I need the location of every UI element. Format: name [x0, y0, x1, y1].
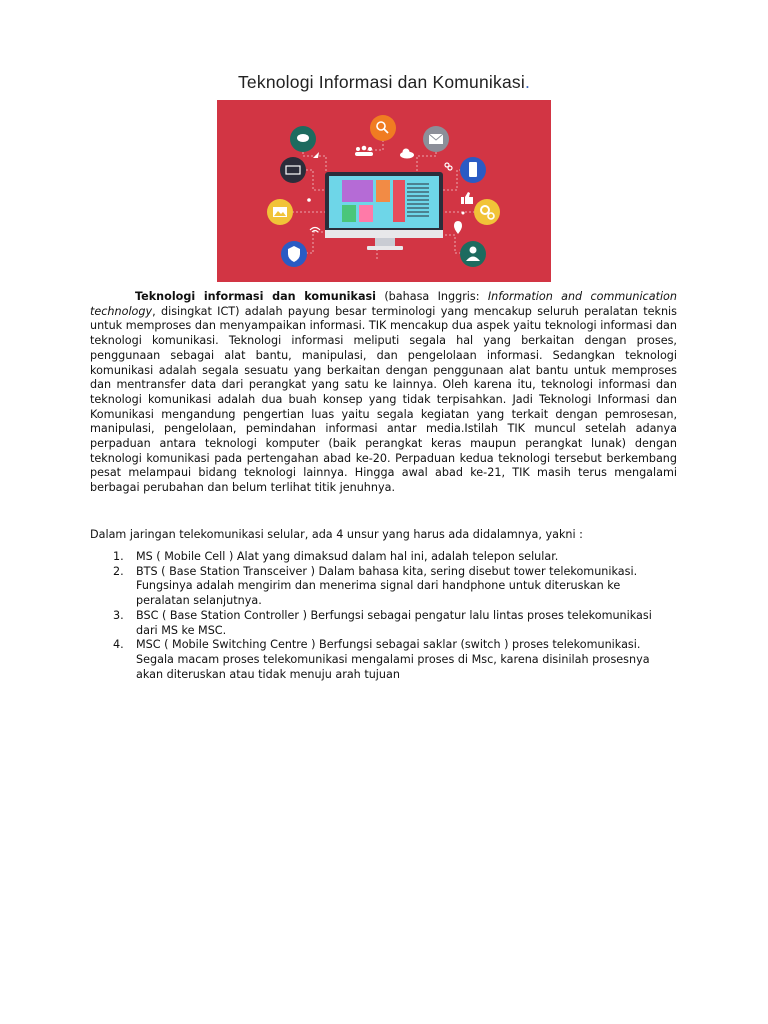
user-icon — [460, 241, 486, 267]
page-title-period: . — [524, 72, 530, 92]
ict-illustration — [217, 100, 551, 282]
list-text: BSC ( Base Station Controller ) Berfungsi sebagai pengatur lalu lintas proses telekomunikasi dari MS ke MSC. — [136, 608, 652, 637]
list-item — [90, 638, 677, 682]
list-number: 2. — [113, 564, 124, 578]
list-number: 1. — [113, 550, 124, 563]
chat-icon — [290, 126, 316, 152]
main-paragraph — [90, 290, 677, 496]
search-icon — [370, 115, 396, 141]
english-term: Information and communication technology — [90, 290, 677, 318]
list-text: MS ( Mobile Cell ) Alat yang dimaksud dalam hal ini, adalah telepon selular. — [136, 550, 559, 563]
list-item — [90, 609, 677, 638]
term-language-note: (bahasa Inggris: — [376, 290, 488, 303]
page-title — [0, 72, 768, 93]
term-bold: Teknologi informasi dan komunikasi — [135, 290, 376, 303]
dot-icon — [462, 212, 465, 215]
mail-icon — [423, 126, 449, 152]
image-icon — [267, 199, 293, 225]
settings-icon — [474, 199, 500, 225]
keyboard-icon — [280, 157, 306, 183]
list-item — [90, 550, 677, 565]
list-item — [90, 565, 677, 609]
page-title-text: Teknologi Informasi dan Komunikasi — [237, 72, 525, 92]
phone-icon — [460, 157, 486, 183]
list-number: 3. — [113, 608, 124, 622]
list-number: 4. — [113, 638, 124, 652]
list-text: BTS ( Base Station Transceiver ) Dalam bahasa kita, sering disebut tower telekomunikasi. Fungsinya adalah mengirim dan menerima signal dari handphone untuk diteruskan ke peralatan selanjutnya. — [136, 564, 638, 608]
numbered-list — [90, 550, 677, 682]
dot-icon — [307, 198, 311, 202]
shield-icon — [281, 241, 307, 267]
list-intro: Dalam jaringan telekomunikasi selular, ada 4 unsur yang harus ada didalamnya, yakni : — [90, 528, 583, 541]
paragraph-body: , disingkat ICT) adalah payung besar terminologi yang mencakup seluruh peralatan teknis untuk memproses dan menyampaikan informasi. TIK mencakup dua aspek yaitu teknologi informasi dan teknologi komunikasi. Teknologi informasi meliputi segala hal yang berkaitan dengan proses, penggunaan sebagai alat bantu, manipulasi, dan pengelolaan informasi. Sedangkan teknologi komunikasi adalah segala sesuatu yang berkaitan dengan penggunaan alat bantu untuk memproses dan mentransfer data dari perangkat yang satu ke lainnya. Oleh karena itu, teknologi informasi dan teknologi komunikasi adalah dua buah konsep yang tidak terpisahkan. Jadi Teknologi Informasi dan Komunikasi mengandung pengertian luas yaitu segala kegiatan yang terkait dengan pemrosesan, manipulasi, pengelolaan, pemindahan informasi antar media.Istilah TIK muncul setelah adanya perpaduan antara teknologi komputer (baik perangkat keras maupun perangkat lunak) dengan teknologi komunikasi pada pertengahan abad ke-20. Perpaduan kedua teknologi tersebut berkembang pesat melampaui bidang teknologi lainnya. Hingga awal abad ke-21, TIK masih terus mengalami berbagai perubahan dan belum terlihat titik jenuhnya. — [90, 304, 677, 495]
list-text: MSC ( Mobile Switching Centre ) Berfungsi sebagai saklar (switch ) proses telekomunikasi. Segala macam proses telekomunikasi mengalami proses di Msc, karena disinilah prosesnya akan diteruskan atau tidak menuju arah tujuan — [136, 638, 650, 681]
